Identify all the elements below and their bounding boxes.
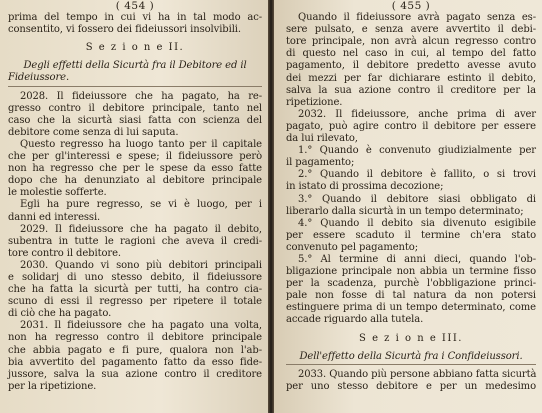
text-line: 2029. Il fideiussore che ha pagato il debito, <box>20 223 262 235</box>
text-line: non ha regresso contro il debitore principale <box>8 332 262 344</box>
text-line: dei mezzi per far dichiarare estinto il debito, <box>286 72 536 84</box>
text-line: in istato di prossima decozione; <box>286 181 444 193</box>
left-page-text <box>8 0 262 393</box>
text-line: e solidarj di uno stesso debito, il fideiussore <box>8 271 262 283</box>
text-line: da lui rilevato, <box>286 133 358 145</box>
text-line: convenuto pel pagamento; <box>286 241 418 253</box>
text-line: pagamento, il debitore predetto avesse avuto <box>286 60 536 72</box>
text-line: di ciò che ha pagato. <box>8 308 112 320</box>
text-line: per la scadenza, purchè l'obbligazione princi- <box>286 278 536 290</box>
text-line: scuno di essi il regresso per ripetere il totale <box>8 296 262 308</box>
text-line: 1.° Quando è convenuto giudizialmente per <box>298 145 536 157</box>
text-line: pagato, può agire contro il debitore per essere <box>286 120 536 132</box>
text-line: danni ed interessi. <box>8 211 101 223</box>
text-line: ripetizione. <box>286 96 343 108</box>
text-line: Egli ha pure regresso, se vi è luogo, per i <box>20 199 262 211</box>
section-heading: S e z i o n e II. <box>85 42 185 54</box>
left-running-head: ( 454 ) <box>115 0 155 12</box>
text-line: consentito, vi fossero dei fideiussori insolvibili. <box>8 24 241 36</box>
text-line: 2.° Quando il debitore è fallito, o si trovi <box>298 169 536 181</box>
text-line: 2031. Il fideiussore che ha pagato una volta, <box>20 320 262 332</box>
text-line: estinguere prima di un tempo determinato, come <box>286 302 536 314</box>
text-line: 2032. Il fideiussore, anche prima di aver <box>298 108 536 120</box>
left-page <box>0 0 268 413</box>
text-line: per la ripetizione. <box>8 380 97 392</box>
text-line: salva la sua azione contro il creditore per la <box>286 84 536 96</box>
text-line: tore principale, non avrà alcun regresso contro <box>286 36 536 48</box>
text-line: Quando il fideiussore avrà pagato senza es- <box>298 12 536 24</box>
text-line: il pagamento; <box>286 157 355 169</box>
text-line: jussore, salva la sua azione contro il creditore <box>8 368 262 380</box>
text-line: sere pulsato, e senza avere avvertito il debi- <box>286 24 536 36</box>
text-line: che abbia pagato e fi pure, qualora non l'ab- <box>8 344 262 356</box>
text-line: 2028. Il fideiussore che ha pagato, ha re- <box>20 90 262 102</box>
section-heading: S e z i o n e III. <box>359 332 463 344</box>
text-line: Questo regresso ha luogo tanto per il capitale <box>20 138 262 150</box>
text-line: che per gl'interessi e spese; il fideiussore però <box>8 151 262 163</box>
right-page <box>274 0 542 413</box>
right-running-head: ( 455 ) <box>391 0 431 12</box>
text-line: 5.° Al termine di anni dieci, quando l'ob- <box>298 253 536 265</box>
right-page-text <box>286 0 536 393</box>
text-line: liberarlo dalla sicurtà in un tempo determinato; <box>286 205 524 217</box>
text-line: le molestie sofferte. <box>8 187 107 199</box>
text-line: di questo nel caso in cui, al tempo del fatto <box>286 48 536 60</box>
section-subtitle: Dell'effetto della Sicurtà fra i Confideiussori. <box>299 350 523 362</box>
section-subtitle: Fideiussore. <box>8 72 70 84</box>
text-line: caso che la sicurtà siasi fatta con scienza del <box>8 114 262 126</box>
text-line: bligazione principale non abbia un termine fisso <box>286 266 536 278</box>
text-line: che ha fatta la sicurtà per tutti, ha contro cia- <box>8 284 262 296</box>
text-line: tore contro il debitore. <box>8 247 121 259</box>
text-line: non ha regresso che per le spese da esso fatte <box>8 163 262 175</box>
text-line: per essere scaduto il termine ch'era stato <box>286 229 536 241</box>
text-line <box>286 364 536 365</box>
text-line <box>8 86 262 87</box>
text-line: dopo che ha denunziato al debitore principale <box>8 175 262 187</box>
text-line: debitore come senza di lui saputa. <box>8 126 179 138</box>
text-line: 2030. Quando vi sono più debitori principali <box>20 259 262 271</box>
text-line: pale non fosse di tal natura da non potersi <box>286 290 536 302</box>
text-line: 2033. Quando più persone abbiano fatta sicurtà <box>298 368 537 380</box>
section-subtitle: Degli effetti della Sicurtà fra il Debitore ed il <box>23 60 247 72</box>
text-line: 3.° Quando il debitore siasi obbligato di <box>298 193 536 205</box>
text-line: gresso contro il debitore principale, tanto nel <box>8 102 262 114</box>
text-line: bia avvertito del pagamento fatto da esso fide- <box>8 356 262 368</box>
text-line: per uno stesso debitore e per un medesimo <box>286 380 536 392</box>
text-line: accade riguardo alla tutela. <box>286 314 424 326</box>
text-line: 4.° Quando il debito sia divenuto esigibile <box>298 217 536 229</box>
text-line: subentra in tutte le ragioni che aveva il credi- <box>8 235 262 247</box>
text-line: prima del tempo in cui vi ha in tal modo ac- <box>8 12 262 24</box>
